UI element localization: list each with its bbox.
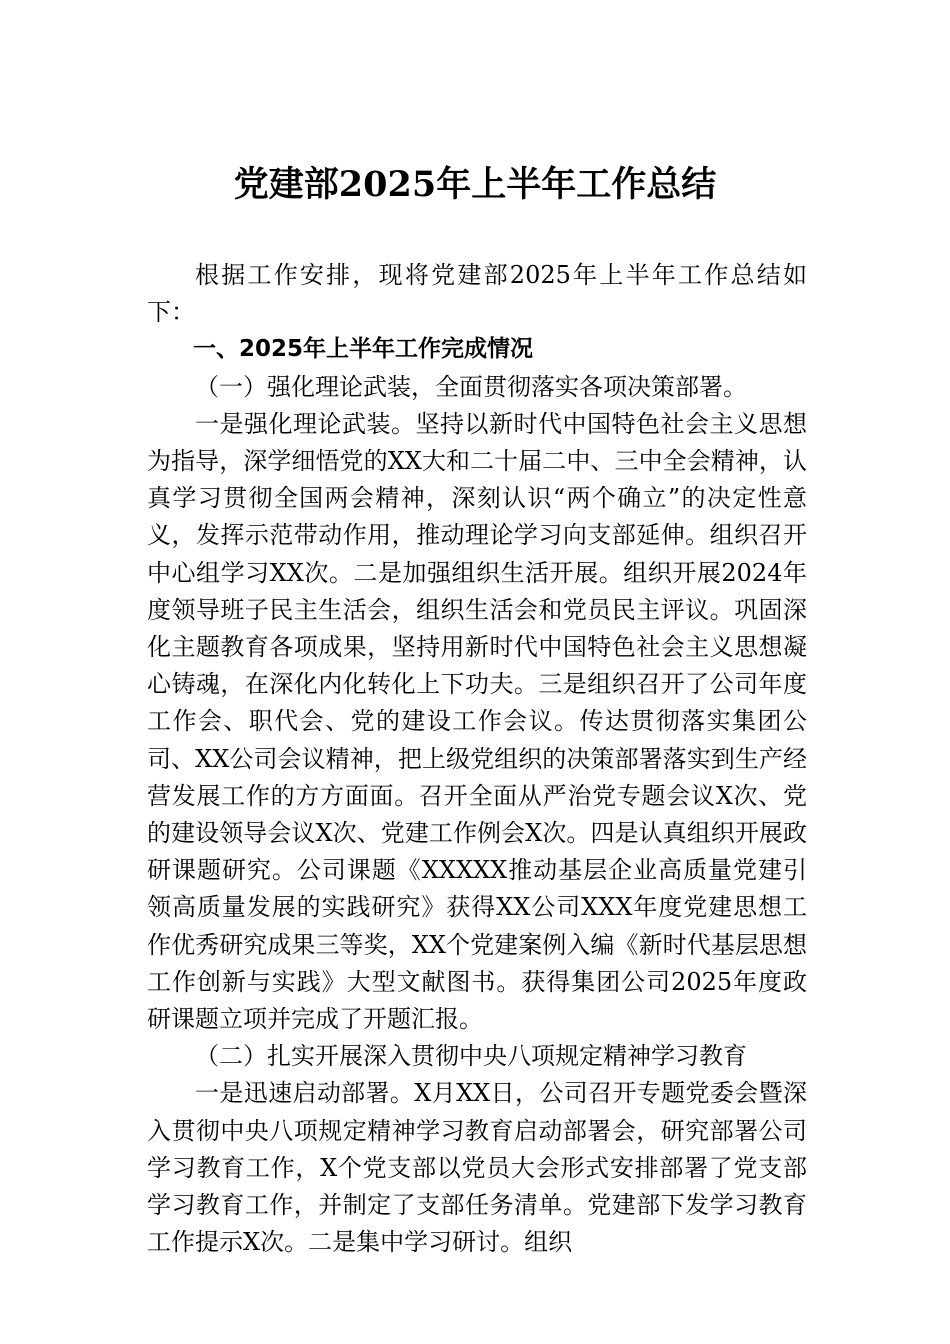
document-body <box>147 257 807 1261</box>
subsection-heading-2: （二）扎实开展深入贯彻中央八项规定精神学习教育 <box>195 1042 747 1071</box>
intro-paragraph: 根据工作安排，现将党建部2025年上半年工作总结如下： <box>147 261 807 327</box>
subsection-heading-1: （一）强化理论武装，全面贯彻落实各项决策部署。 <box>195 372 747 401</box>
section-heading-1: 一、2025年上半年工作完成情况 <box>193 336 534 363</box>
body-paragraph-2: 一是迅速启动部署。X月XX日，公司召开专题党委会暨深入贯彻中央八项规定精神学习教育启动部署会，研究部署公司学习教育工作，X个党支部以党员大会形式安排部署了党支部学习教育工作，并制定了支部任务清单。党建部下发学习教育工作提示X次。二是集中学习研讨。组织 <box>147 1079 807 1257</box>
document-title: 党建部2025年上半年工作总结 <box>233 164 717 205</box>
body-paragraph-1: 一是强化理论武装。坚持以新时代中国特色社会主义思想为指导，深学细悟党的XX大和二十届二中、三中全会精神，认真学习贯彻全国两会精神，深刻认识“两个确立”的决定性意义，发挥示范带动作用，推动理论学习向支部延伸。组织召开中心组学习XX次。二是加强组织生活开展。组织开展2024年度领导班子民主生活会，组织生活会和党员民主评议。巩固深化主题教育各项成果，坚持用新时代中国特色社会主义思想凝心铸魂，在深化内化转化上下功夫。三是组织召开了公司年度工作会、职代会、党的建设工作会议。传达贯彻落实集团公司、XX公司会议精神，把上级党组织的决策部署落实到生产经营发展工作的方方面面。召开全面从严治党专题会议X次、党的建设领导会议X次、党建工作例会X次。四是认真组织开展政研课题研究。公司课题《XXXXX推动基层企业高质量党建引领高质量发展的实践研究》获得XX公司XXX年度党建思想工作优秀研究成果三等奖，XX个党建案例入编《新时代基层思想工作创新与实践》大型文献图书。获得集团公司2025年度政研课题立项并完成了开题汇报。 <box>147 409 807 1034</box>
